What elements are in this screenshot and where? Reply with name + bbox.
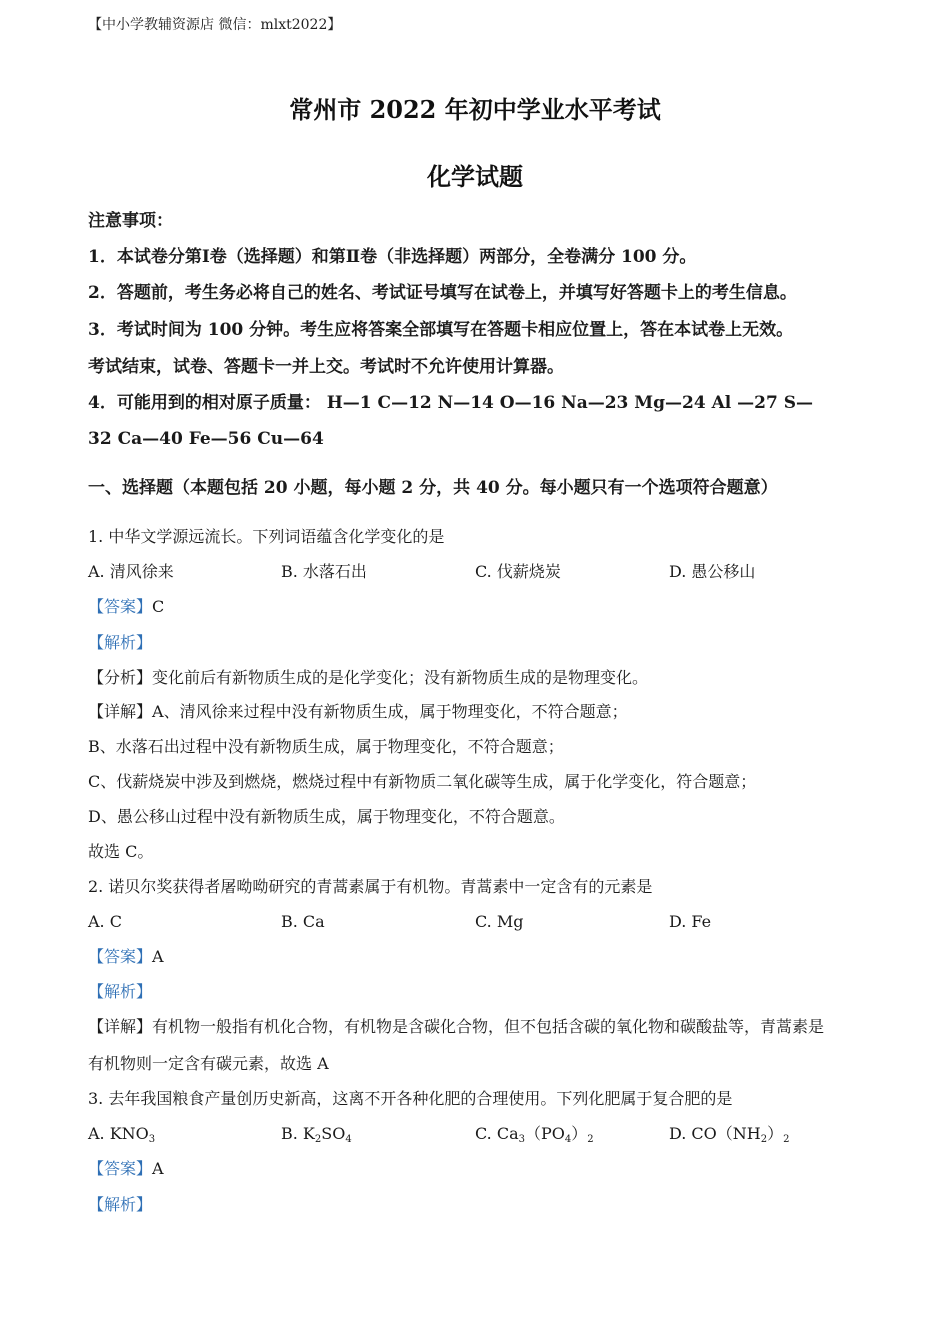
detail-a-text: A、清风徐来过程中没有新物质生成，属于物理变化，不符合题意； [152, 702, 628, 721]
notes-item-3-cont: 考试结束，试卷、答题卡一并上交。考试时不允许使用计算器。 [88, 357, 564, 377]
question-1-option-c: C. 伐薪烧炭 [475, 562, 561, 581]
question-1-answer [88, 596, 890, 618]
answer-value: A [152, 947, 164, 966]
question-3-option-d [669, 1123, 790, 1151]
page-title: 常州市 2022 年初中学业水平考试 [289, 95, 661, 124]
option-c-text: C. Ca [475, 1124, 519, 1143]
question-2-option-c: C. Mg [475, 912, 524, 931]
question-3-stem: 3. 去年我国粮食产量创历史新高，这离不开各种化肥的合理使用。下列化肥属于复合肥的是 [88, 1089, 733, 1108]
question-1-option-a: A. 清风徐来 [88, 562, 174, 581]
fenxi-text: 变化前后有新物质生成的是化学变化；没有新物质生成的是物理变化。 [152, 668, 649, 687]
question-1-option-d: D. 愚公移山 [669, 562, 756, 581]
question-2-stem: 2. 诺贝尔奖获得者屠呦呦研究的青蒿素属于有机物。青蒿素中一定含有的元素是 [88, 877, 653, 896]
option-c-text: （PO [525, 1124, 565, 1143]
question-1-detail-c: C、伐薪烧炭中涉及到燃烧，燃烧过程中有新物质二氧化碳等生成，属于化学变化，符合题意； [88, 772, 757, 791]
option-c-text: ） [571, 1124, 588, 1143]
question-1-detail-b: B、水落石出过程中没有新物质生成，属于物理变化，不符合题意； [88, 737, 564, 756]
question-2-option-b: B. Ca [281, 912, 325, 931]
option-b-text: B. K [281, 1124, 315, 1143]
page-subtitle: 化学试题 [427, 162, 523, 191]
notes-item-4: 4．可能用到的相对原子质量： H—1 C—12 N—14 O—16 Na—23 Mg—24 Al —27 S— [88, 393, 813, 413]
answer-value: C [152, 597, 165, 616]
subscript: 4 [564, 1134, 572, 1145]
analysis-tag: 【解析】 [88, 633, 153, 652]
notes-item-2: 2．答题前，考生务必将自己的姓名、考试证号填写在试卷上，并填写好答题卡上的考生信息。 [88, 283, 797, 303]
answer-tag: 【答案】 [88, 1159, 153, 1178]
option-a-text: A. KNO [88, 1124, 149, 1143]
question-1-detail-d: D、愚公移山过程中没有新物质生成，属于物理变化，不符合题意。 [88, 807, 565, 826]
option-d-text: D. CO（NH [669, 1124, 761, 1143]
subscript: 2 [760, 1134, 768, 1145]
question-2-answer [88, 946, 890, 968]
notes-item-4-cont: 32 Ca—40 Fe—56 Cu—64 [88, 429, 324, 449]
question-1-conclusion: 故选 C。 [88, 842, 154, 861]
subscript: 2 [314, 1134, 322, 1145]
xiangjie-tag: 【详解】 [88, 1017, 153, 1036]
option-b-text: SO [321, 1124, 346, 1143]
question-3-answer [88, 1158, 890, 1180]
subscript: 4 [345, 1134, 352, 1145]
header-note: 【中小学教辅资源店 微信：mlxt2022】 [88, 17, 342, 33]
subscript: 2 [783, 1134, 790, 1145]
question-2-option-d: D. Fe [669, 912, 712, 931]
subscript: 3 [518, 1134, 525, 1145]
section-heading: 一、选择题（本题包括 20 小题，每小题 2 分，共 40 分。每小题只有一个选项符合题意） [88, 478, 778, 498]
question-1-detail-a [88, 701, 890, 723]
question-2-option-a: A. C [88, 912, 122, 931]
analysis-tag: 【解析】 [88, 1195, 153, 1214]
question-3-option-a [88, 1123, 155, 1151]
notes-heading: 注意事项： [88, 211, 173, 231]
notes-item-3: 3．考试时间为 100 分钟。考生应将答案全部填写在答题卡相应位置上，答在本试卷上无效。 [88, 320, 794, 340]
detail-text: 有机物一般指有机化合物，有机物是含碳化合物，但不包括含碳的氧化物和碳酸盐等，青蒿素是 [152, 1017, 825, 1036]
question-1-option-b: B. 水落石出 [281, 562, 367, 581]
question-3-option-c [475, 1123, 594, 1151]
subscript: 2 [587, 1134, 594, 1145]
question-3-option-b [281, 1123, 352, 1151]
answer-tag: 【答案】 [88, 597, 153, 616]
analysis-tag: 【解析】 [88, 982, 153, 1001]
subscript: 3 [148, 1134, 156, 1145]
fenxi-tag: 【分析】 [88, 668, 153, 687]
answer-value: A [152, 1159, 164, 1178]
question-1-fenxi [88, 667, 890, 689]
xiangjie-tag: 【详解】 [88, 702, 153, 721]
option-d-text: ） [767, 1124, 784, 1143]
answer-tag: 【答案】 [88, 947, 153, 966]
question-2-detail-1 [88, 1016, 890, 1038]
question-2-detail-2: 有机物则一定含有碳元素，故选 A [88, 1054, 329, 1073]
question-1-stem: 1. 中华文学源远流长。下列词语蕴含化学变化的是 [88, 527, 445, 546]
notes-item-1: 1．本试卷分第Ⅰ卷（选择题）和第Ⅱ卷（非选择题）两部分，全卷满分 100 分。 [88, 247, 697, 267]
